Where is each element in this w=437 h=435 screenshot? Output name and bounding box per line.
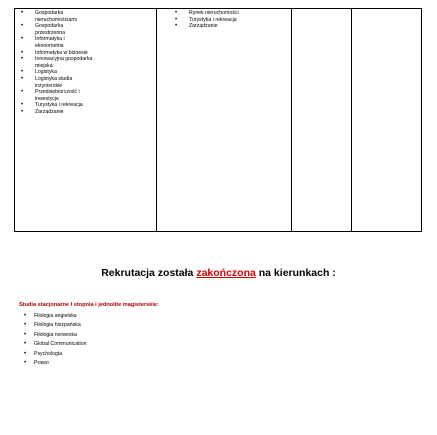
table-column-1 [15, 10, 155, 116]
heading-text-before: Rekrutacja została [101, 267, 197, 279]
list-item: • Logistyka [15, 69, 155, 76]
list-item: • Turystyka i rekreacja [161, 17, 296, 24]
list-item: • Logistyka studia [15, 76, 155, 83]
table-column-2 [161, 10, 296, 30]
list-item: • Przedsiębiorczość i [15, 89, 155, 96]
list-item: • Filologia norweska [14, 331, 214, 340]
list-item-continuation: inwestycje [35, 95, 59, 102]
list-item-continuation: miejska [35, 62, 53, 69]
programs-table [14, 8, 422, 232]
list-item: • Filologia hiszpańska [14, 321, 214, 330]
list-item-continuation: przestrzenna [35, 29, 65, 36]
table-divider [351, 9, 352, 231]
list-item: • Rynek nieruchomości [161, 10, 296, 17]
list-item: • Gospodarka [15, 23, 155, 30]
study-level-subheading: Studia stacjonarne I stopnia i jednolite magisterskie: [19, 302, 159, 308]
list-item-continuation: nieruchomościami [35, 16, 77, 23]
list-item-continuation: ekonometria [35, 42, 64, 49]
list-item: • Innowacyjna gospodarka [15, 56, 155, 63]
list-item: • Zarządzanie [15, 109, 155, 116]
heading-text-after: na kierunkach : [255, 267, 336, 279]
heading-highlight: zakończona [196, 267, 256, 279]
section-heading [0, 267, 437, 279]
list-item: • Global Communication [14, 340, 214, 349]
list-item: • Prawo [14, 359, 214, 368]
table-divider [156, 9, 157, 231]
table-divider [291, 9, 292, 231]
list-item-continuation: inżynierskie [35, 82, 63, 89]
list-item: • Filologia angielska [14, 312, 214, 321]
list-item: • Turystyka i rekreacja [15, 102, 155, 109]
list-item: • Zarządzanie [161, 23, 296, 30]
list-item: • Psychologia [14, 350, 214, 359]
closed-programs-list [14, 312, 214, 368]
list-item: • Gospodarka [15, 10, 155, 17]
list-item: • Informatyka i [15, 36, 155, 43]
list-item: • Informatyka w biznesie [15, 50, 155, 57]
